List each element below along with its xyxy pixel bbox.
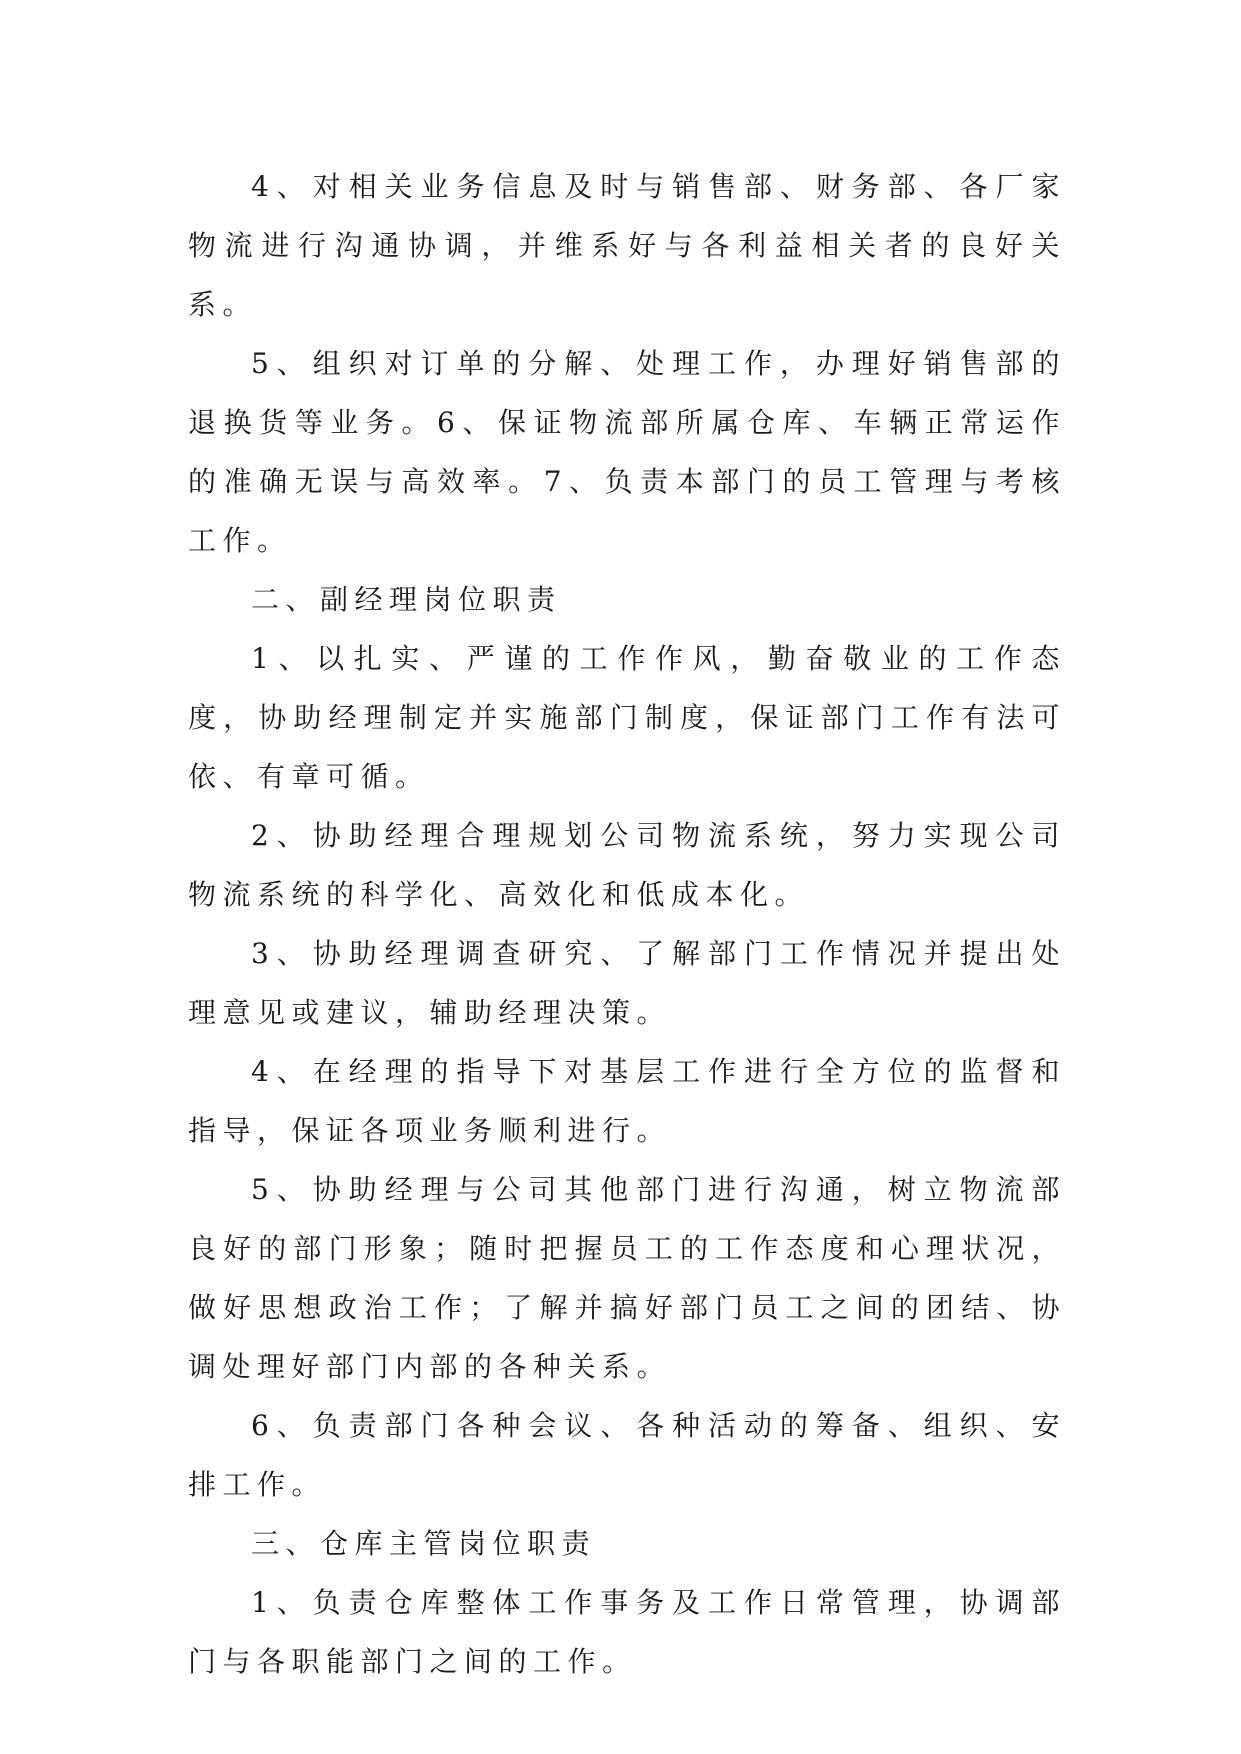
section-heading-deputy-manager: 二、副经理岗位职责	[251, 583, 562, 616]
paragraph-manager-duty-4: 4、对相关业务信息及时与销售部、财务部、各厂家物流进行沟通协调，并维系好与各利益相关者的良好关系。	[188, 170, 1066, 321]
paragraph-warehouse-duty-1: 1、负责仓库整体工作事务及工作日常管理，协调部门与各职能部门之间的工作。	[188, 1586, 1066, 1678]
paragraph-deputy-duty-1: 1、以扎实、严谨的工作作风，勤奋敬业的工作态度，协助经理制定并实施部门制度，保证部门工作有法可依、有章可循。	[188, 642, 1066, 793]
paragraph-deputy-duty-6: 6、负责部门各种会议、各种活动的筹备、组织、安排工作。	[188, 1409, 1066, 1501]
paragraph-manager-duty-5-7: 5、组织对订单的分解、处理工作，办理好销售部的退换货等业务。6、保证物流部所属仓库、车辆正常运作的准确无误与高效率。7、负责本部门的员工管理与考核工作。	[188, 347, 1066, 557]
paragraph-deputy-duty-3: 3、协助经理调查研究、了解部门工作情况并提出处理意见或建议，辅助经理决策。	[188, 937, 1066, 1029]
paragraph-deputy-duty-2: 2、协助经理合理规划公司物流系统，努力实现公司物流系统的科学化、高效化和低成本化。	[188, 819, 1066, 911]
section-heading-warehouse-supervisor: 三、仓库主管岗位职责	[251, 1527, 597, 1560]
paragraph-deputy-duty-5: 5、协助经理与公司其他部门进行沟通，树立物流部良好的部门形象；随时把握员工的工作态度和心理状况，做好思想政治工作；了解并搞好部门员工之间的团结、协调处理好部门内部的各种关系。	[188, 1173, 1066, 1383]
paragraph-deputy-duty-4: 4、在经理的指导下对基层工作进行全方位的监督和指导，保证各项业务顺利进行。	[188, 1055, 1066, 1147]
document-page	[188, 157, 1066, 1691]
